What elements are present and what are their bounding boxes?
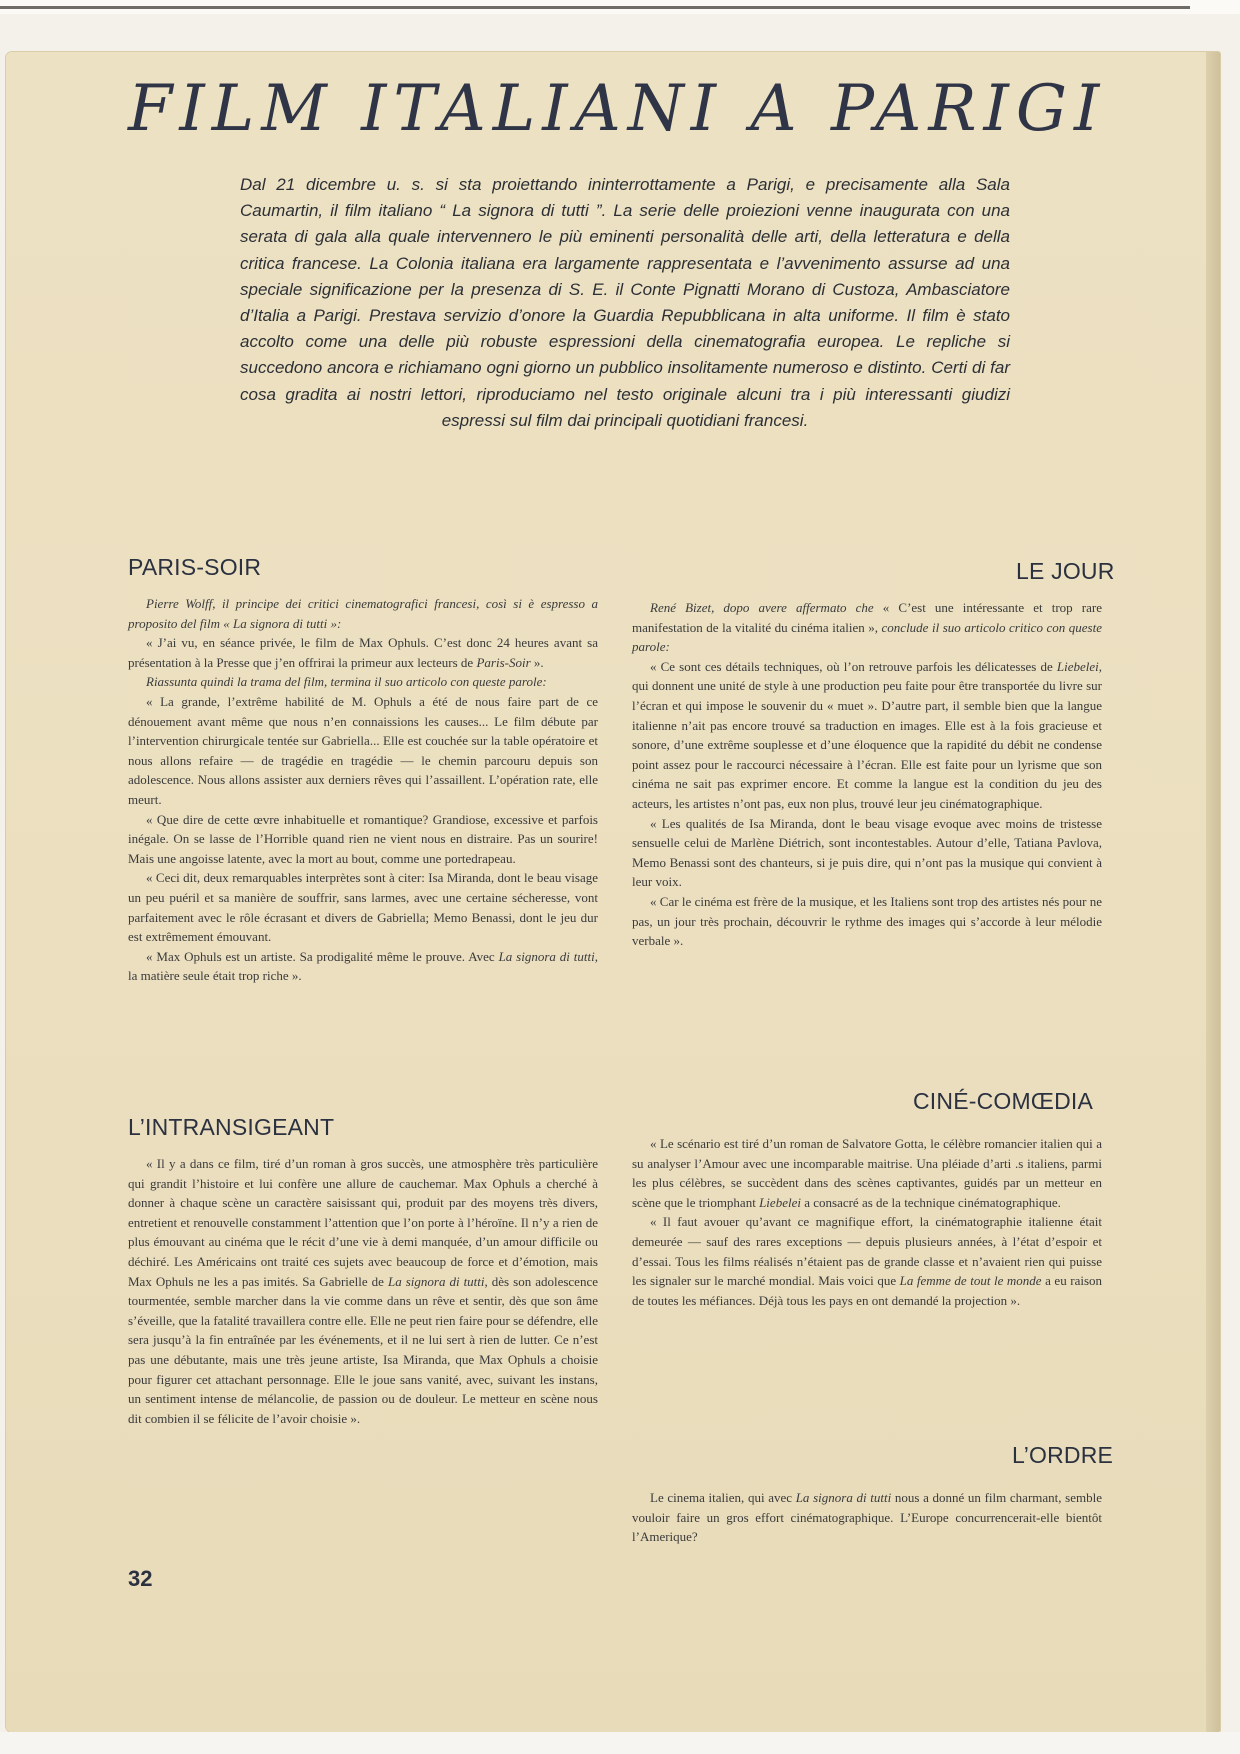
quote-paragraph: « Ceci dit, deux remarquables interprètes sont à citer: Isa Miranda, dont le beau visage un peu puéril et sa manière de souffrir, sans larmes, avec une certaine sécheresse, vont parfaitement avec le rôle écrasant et divers de Gabriella; Memo Benassi, dont le jeu dur est extrêmement émouvant. <box>128 870 598 945</box>
quote-paragraph: « Que dire de cette œvre inhabituelle et romantique? Grandiose, excessive et parfois inégale. On se lasse de l’Horrible quand rien ne vient nous en distraire. Pas un sourire! Mais une angoisse latente, avec la mort au bout, comme une portedrapeau. <box>128 811 598 866</box>
quote-paragraph: « Il y a dans ce film, tiré d’un roman à gros succès, une atmosphère très particulière qui grandit l’histoire et lui confère une allure de cauchemar. Max Ophuls a cherché à donner à chaque scène un caractère saisissant qui, produit par des moyens très divers, entretient et renouvelle constamment l’attention que l’on porte à l’héroïne. Il n’y a rien de plus émouvant au cinéma que le récit d’une vie à demi manquée, d’un amour difficile ou déchiré. Les Américains ont traité ces sujets avec beaucoup de force et d’émotion, mais Max Ophuls ne les a pas imités. Sa Gabrielle de La signora di tutti, dès son adolescence tourmentée, semble marcher dans la vie comme dans un rêve et sentir, dès que son âme s’éveille, que la fatalité travaillera contre elle. Elle ne peut rien faire pour se défendre, elle sera jusqu’à la fin entraînée par les événements, et il ne lui sert à rien de lutter. Ce n’est pas une débutante, mais une très jeune artiste, Isa Miranda, que Max Ophuls a choisie pour figurer cet attachant personnage. Elle le joue sans vanité, avec, suivant les instans, un sentiment intense de mélancolie, de passion ou de douleur. Le metteur en scène nous dit combien il se félicite de l’avoir choisie ». <box>128 1156 598 1426</box>
section-heading-paris-soir: PARIS-SOIR <box>128 554 262 580</box>
publication-title: Paris-Soir <box>476 654 531 670</box>
quote-paragraph: « Max Ophuls est un artiste. Sa prodigalité même le prouve. Avec La signora di tutti, la matière seule était trop riche ». <box>128 948 598 984</box>
section-lordre <box>632 1488 1102 1547</box>
film-title: La femme de tout le monde <box>899 1273 1042 1289</box>
page-number: 32 <box>128 1566 153 1591</box>
scan-top-rule <box>0 6 1190 9</box>
editor-note: conclude il suo articolo critico con queste parole: <box>632 619 1102 655</box>
section-heading-lordre: L’ORDRE <box>1012 1442 1114 1468</box>
section-le-jour <box>632 598 1102 951</box>
section-heading-le-jour: LE JOUR <box>1016 558 1115 584</box>
quote-paragraph: « Le scénario est tiré d’un roman de Salvatore Gotta, le célèbre romancier italien qui a su analyser l’Amour avec une incomparable maitrise. Una pléiade d’arti .s italiens, parmi les plus célèbres, se succèdent dans des scènes captivantes, guidés par un metteur en scène que le triomphant Liebelei a consacré as de la technique cinématographique. <box>632 1136 1102 1210</box>
editor-note: Riassunta quindi la trama del film, termina il suo articolo con queste parole: <box>146 674 547 690</box>
scan-bottom-margin <box>0 1732 1240 1754</box>
section-cine-comoedia <box>632 1134 1102 1310</box>
film-title: Liebelei <box>1056 658 1099 674</box>
quote-paragraph: « J’ai vu, en séance privée, le film de Max Ophuls. C’est donc 24 heures avant sa présentation à la Presse que j’en offrirai la primeur aux lecteurs de Paris-Soir ». <box>128 635 598 670</box>
quote-paragraph: « La grande, l’extrême habilité de M. Ophuls a été de nous faire part de ce dénouement avant même que nous n’en connaissions les causes... Le film débute par l’intervention chirurgicale tentée sur Gabriella... Elle est couchée sur la table opératoire et nous allons refaire — de tragédie en tragédie — le chemin parcouru depuis son adolescence. Nous allons assister aux derniers rêves qui l’assaillent. L’opération rate, elle meurt. <box>128 693 598 807</box>
section-heading-cine-comoedia: CINÉ-COMŒDIA <box>913 1088 1094 1114</box>
quote-paragraph: « Ce sont ces détails techniques, où l’on retrouve parfois les délicatesses de Liebelei, qui donnent une unité de style à une production peu faite pour être transportée du livre sur l’écran et qui impose le souvenir du « muet ». D’autre part, il semble bien que la langue italienne n’ait pas encore trouvé sa traduction en images. Elle est à la fois gracieuse et sonore, d’une extrême souplesse et d’une éloquence que la rapidité du débit ne condense point assez pour le raccourci nécessaire à l’écran. Elle est faite pour un lyrisme que son cinéma ne sait pas exprimer encore. Et comme la langue est la condition du jeu des acteurs, les artistes n’ont pas, eux non plus, trouvé leur jeu cinématographique. <box>632 658 1102 811</box>
quote-paragraph: Le cinema italien, qui avec La signora di tutti nous a donné un film charmant, semble vouloir faire un gros effort cinématographique. L’Europe concurrencerait-elle bientôt l’Amerique? <box>632 1490 1103 1545</box>
quote-paragraph: « Il faut avouer qu’avant ce magnifique effort, la cinématographie italienne était demeurée — sauf des rares exceptions — depuis plusieurs années, à l’état d’espoir et d’essai. Tous les films réalisés n’étaient pas de grande classe et n’avaient rien qui puisse les signaler sur le marché mondial. Mais voici que La femme de tout le monde a eu raison de toutes les méfiances. Déjà tous les pays en ont demandé la projection ». <box>632 1214 1103 1308</box>
section-paris-soir <box>128 594 598 986</box>
section-lintransigeant <box>128 1154 598 1428</box>
section-heading-lintransigeant: L’INTRANSIGEANT <box>128 1114 335 1140</box>
film-title: Liebelei <box>759 1194 801 1210</box>
film-title: La signora di tutti <box>387 1273 485 1289</box>
page-edge-shadow <box>1206 52 1220 1732</box>
editor-note: René Bizet, dopo avere affermato che <box>650 600 874 615</box>
editor-note: Pierre Wolff, il principe dei critici cinematografici francesi, così si è espresso a proposito del film « La signora di tutti »: <box>128 596 598 631</box>
quote-paragraph: « Les qualités de Isa Miranda, dont le beau visage evoque avec moins de tristesse sensuelle celui de Marlène Diétrich, sont incontestables. Autour d’elle, Tatiana Pavlova, Memo Benassi sont des chanteurs, si je puis dire, qui n’ont pas la musique qui convient à leur voix. <box>632 815 1102 890</box>
article-title: FILM ITALIANI A PARIGI <box>128 72 1107 146</box>
article-intro: Dal 21 dicembre u. s. si sta proiettando ininterrottamente a Parigi, e precisamente alla Sala Caumartin, il film italiano “ La signora di tutti ”. La serie delle proiezioni venne inaugurata con una serata di gala alla quale intervennero le più eminenti personalità delle arti, della letteratura e della critica francese. La Colonia italiana era largamente rappresentata e l’avvenimento assurse ad una speciale significazione per la presenza di S. E. il Conte Pignatti Morano di Custoza, Ambasciatore d’Italia a Parigi. Prestava servizio d’onore la Guardia Repubblicana in alta uniforme. Il film è stato accolto come una delle più robuste espressioni della cinematografia europea. Le repliche si succedono ancora e richiamano ogni giorno un pubblico insolitamente numeroso e distinto. Certi di far cosa gradita ai nostri lettori, riproduciamo nel testo originale alcuni tra i più interessanti giudizi espressi sul film dai principali quotidiani francesi. <box>240 175 1010 430</box>
film-title: La signora di tutti <box>795 1490 892 1505</box>
quote-paragraph: « Car le cinéma est frère de la musique, et les Italiens sont trop des artistes nés pour ne pas, un jour très prochain, découvrir le rythme des images qui s’accorde à leur mélodie verbale ». <box>632 893 1102 949</box>
film-title: La signora di tutti <box>498 948 595 964</box>
intro-paragraph: René Bizet, dopo avere affermato che « C’est une intéressante et trop rare manifestation de la vitalité du cinéma italien », conclude il suo articolo critico con queste parole: <box>632 600 1102 655</box>
